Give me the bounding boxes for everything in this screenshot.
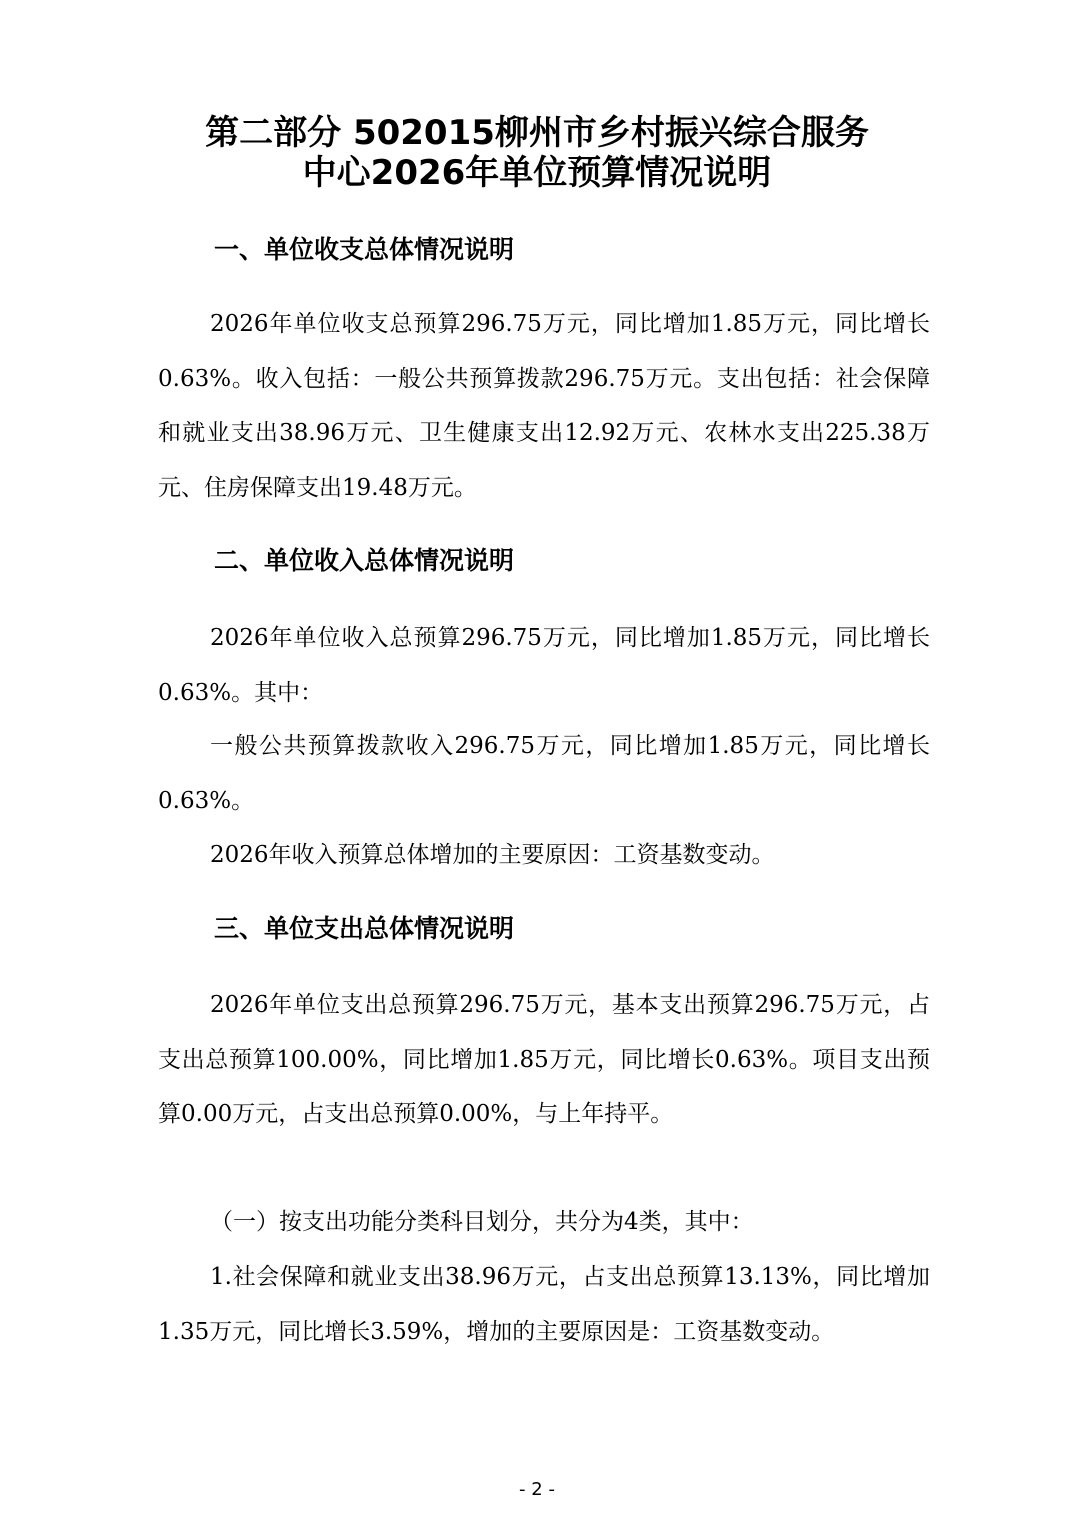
paragraph-expenditure-total: 2026年单位支出总预算296.75万元，基本支出预算296.75万元，占支出总预算100.00%，同比增加1.85万元，同比增长0.63%。项目支出预算0.00万元，占支出总预算0.00%，与上年持平。 [158,992,930,1127]
section-heading-overview: 一、单位收支总体情况说明 [214,235,515,264]
paragraph-expenditure-social-security: 1.社会保障和就业支出38.96万元，占支出总预算13.13%，同比增加1.35万元，同比增长3.59%，增加的主要原因是：工资基数变动。 [158,1264,930,1345]
paragraph-income-total: 2026年单位收入总预算296.75万元，同比增加1.85万元，同比增长0.63%。其中： [158,625,930,706]
section-heading-income: 二、单位收入总体情况说明 [214,546,515,575]
paragraph-overview: 2026年单位收支总预算296.75万元，同比增加1.85万元，同比增长0.63%。收入包括：一般公共预算拨款296.75万元。支出包括：社会保障和就业支出38.96万元、卫生健康支出12.92万元、农林水支出225.38万元、住房保障支出19.48万元。 [158,311,930,501]
section-heading-expenditure: 三、单位支出总体情况说明 [214,914,515,943]
paragraph-expenditure-functional: （一）按支出功能分类科目划分，共分为4类，其中： [210,1209,754,1235]
page-title-line-1: 第二部分 502015柳州市乡村振兴综合服务 [205,113,869,153]
paragraph-income-general: 一般公共预算拨款收入296.75万元，同比增加1.85万元，同比增长0.63%。 [158,733,930,814]
page-number: - 2 - [519,1479,555,1500]
page-title-line-2: 中心2026年单位预算情况说明 [302,153,772,193]
paragraph-income-reason: 2026年收入预算总体增加的主要原因：工资基数变动。 [210,842,775,868]
